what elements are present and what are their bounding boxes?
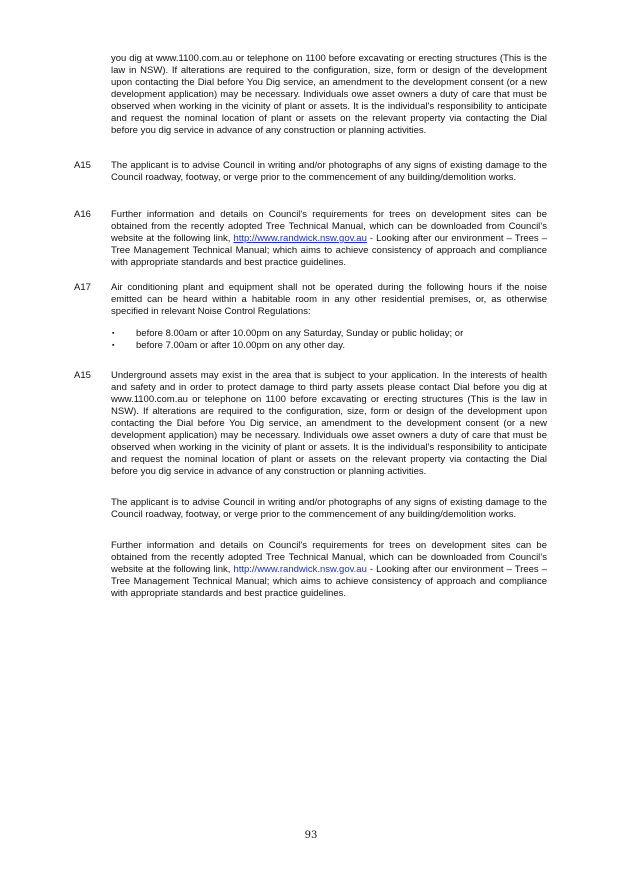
condition-a16-paragraph [111,209,547,269]
list-item [112,328,542,340]
bullet-icon: ▪ [112,342,115,349]
condition-number-a17: A17 [74,282,91,293]
randwick-website-link-2[interactable]: http://www.randwick.nsw.gov.au [233,564,367,575]
condition-a16-text-after: - Looking after our environment – Trees – Tree Management Technical Manual; which aims to achieve consistency of approach and compliance with appropriate standards and best practice guidelines. [111,233,548,268]
condition-number-a15-repeat: A15 [74,370,91,381]
condition-a15-repeat-text: Underground assets may exist in the area that is subject to your application. In the interests of health and safety and in order to protect damage to third party assets please contact Dial before you dig at www.1100.com.au or telephone on 1100 before excavating or erecting structures (This is the law in NSW). If alterations are required to the configuration, size, form or design of the development upon contacting the Dial before You Dig service, an amendment to the development consent (or a new development application) may be necessary. Individuals owe asset owners a duty of care that must be observed when working in the vicinity of plant or assets. It is the individual's responsibility to anticipate and request the nominal location of plant or assets on the relevant property via contacting the Dial before you dig service in advance of any construction or planning activities. [111,370,547,477]
list-item-text: before 8.00am or after 10.00pm on any Saturday, Sunday or public holiday; or [136,328,464,339]
para3-text-before: Further information and details on Council's requirements for trees on development sites can be obtained from the recently adopted Tree Technical Manual, which can be downloaded from Council’s website at the following link, [111,540,547,575]
condition-a15-repeat-para2: The applicant is to advise Council in writing and/or photographs of any signs of existing damage to the Council roadway, footway, or verge prior to the commencement of any building/demolition works. [111,497,547,520]
noise-hours-list [112,328,542,352]
intro-paragraph: you dig at www.1100.com.au or telephone on 1100 before excavating or erecting structures (This is the law in NSW). If alterations are required to the configuration, size, form or design of the development upon contacting the Dial before You Dig service, an amendment to the development consent (or a new development application) may be necessary. Individuals owe asset owners a duty of care that must be observed when working in the vicinity of plant or assets. It is the individual's responsibility to anticipate and request the nominal location of plant or assets on the relevant property via contacting the Dial before you dig service in advance of any construction or planning activities. [111,53,547,136]
list-item [112,340,542,352]
para3-text-after: - Looking after our environment – Trees – Tree Management Technical Manual; which aims to achieve consistency of approach and compliance with appropriate standards and best practice guidelines. [111,564,548,599]
bullet-icon: ▪ [112,330,115,337]
condition-number-a16: A16 [74,209,91,220]
condition-number-a15: A15 [74,160,91,171]
condition-a15-text: The applicant is to advise Council in writing and/or photographs of any signs of existing damage to the Council roadway, footway, or verge prior to the commencement of any building/demolition works. [111,160,547,183]
condition-a17-text: Air conditioning plant and equipment shall not be operated during the following hours if the noise emitted can be heard within a habitable room in any other residential premises, or, as otherwise specified in relevant Noise Control Regulations: [111,282,547,317]
condition-a16-text-before: Further information and details on Council's requirements for trees on development sites can be obtained from the recently adopted Tree Technical Manual, which can be downloaded from Council’s website at the following link, [111,209,547,244]
list-item-text: before 7.00am or after 10.00pm on any other day. [136,340,345,351]
randwick-website-link[interactable]: http://www.randwick.nsw.gov.au [233,233,367,244]
condition-a15-repeat-para3 [111,540,547,600]
page-number: 93 [304,830,318,841]
